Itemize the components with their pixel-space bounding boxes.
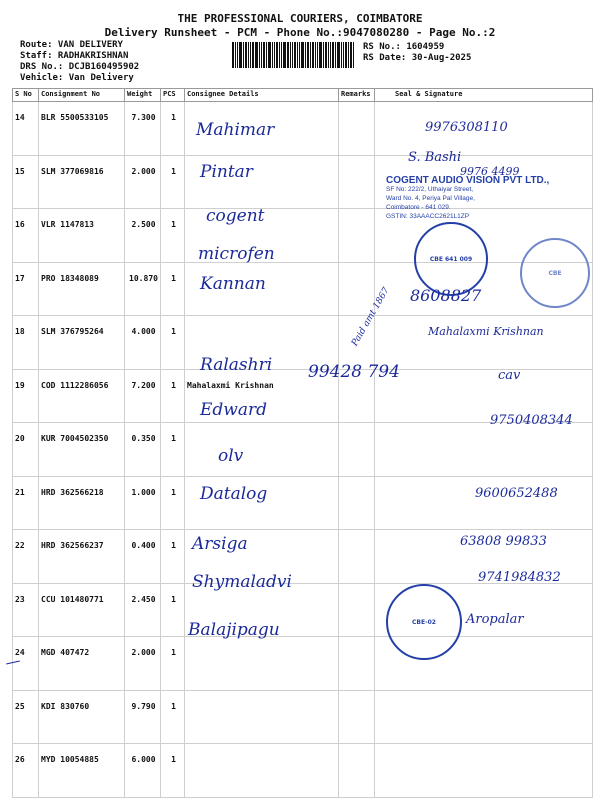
row-pcs: 1 xyxy=(161,262,185,316)
barcode-bar xyxy=(245,42,247,68)
barcode-bar xyxy=(248,42,249,68)
row-signature xyxy=(375,690,593,744)
barcode-bar xyxy=(266,42,267,68)
row-pcs: 1 xyxy=(161,690,185,744)
signature: cav xyxy=(498,368,521,383)
row-remarks xyxy=(339,423,375,477)
stamp-address-line: Ward No. 4, Periya Pal Village, xyxy=(386,195,475,202)
barcode-bar xyxy=(350,42,352,68)
row-sno: 16 xyxy=(13,209,39,263)
row-remarks xyxy=(339,690,375,744)
stamp-company-name: COGENT AUDIO VISION PVT LTD., xyxy=(386,175,550,186)
barcode-bar xyxy=(281,42,282,68)
barcode-bar xyxy=(335,42,336,68)
row-sno: 23 xyxy=(13,583,39,637)
col-pcs: PCS xyxy=(161,89,185,102)
runsheet-subtitle: Delivery Runsheet - PCM - Phone No.:9047080280 - Page No.:2 xyxy=(104,26,496,39)
row-consignment: MYD 10054885 xyxy=(39,744,125,798)
row-remarks xyxy=(339,209,375,263)
barcode-bar xyxy=(276,42,278,68)
handwritten-name: microfen xyxy=(198,244,275,264)
handwritten-name: olv xyxy=(218,446,244,466)
row-weight: 2.500 xyxy=(125,209,161,263)
row-remarks xyxy=(339,155,375,209)
barcode-bar xyxy=(287,42,289,68)
barcode-bar xyxy=(279,42,280,68)
handwritten-name: cogent xyxy=(206,206,265,226)
row-consignment: PRO 18348089 xyxy=(39,262,125,316)
row-weight: 9.790 xyxy=(125,690,161,744)
vehicle: Vehicle: Van Delivery xyxy=(20,73,134,83)
barcode-bar xyxy=(337,42,340,68)
row-consignment: BLR 5500533105 xyxy=(39,102,125,156)
handwritten-name: Pintar xyxy=(200,162,253,182)
handwritten-name: Edward xyxy=(200,400,267,420)
row-consignment: SLM 377069816 xyxy=(39,155,125,209)
table-row xyxy=(13,423,593,477)
row-pcs: 1 xyxy=(161,155,185,209)
table-row xyxy=(13,316,593,370)
row-sno: 19 xyxy=(13,369,39,423)
row-consignee: Mahalaxmi Krishnan xyxy=(185,369,339,423)
barcode-bar xyxy=(268,42,271,68)
signature: 9600652488 xyxy=(475,486,558,501)
signature: Aropalar xyxy=(466,612,524,627)
row-sno: 14 xyxy=(13,102,39,156)
row-consignment: HRD 362566237 xyxy=(39,530,125,584)
col-signature: Seal & Signature xyxy=(375,89,593,102)
table-row xyxy=(13,583,593,637)
staff: Staff: RADHAKRISHNAN xyxy=(20,51,129,61)
row-pcs: 1 xyxy=(161,476,185,530)
row-pcs: 1 xyxy=(161,530,185,584)
row-weight: 0.400 xyxy=(125,530,161,584)
col-weight: Weight xyxy=(125,89,161,102)
row-signature xyxy=(375,476,593,530)
row-sno: 24 xyxy=(13,637,39,691)
barcode-bar xyxy=(243,42,244,68)
row-consignment: COD 1112286056 xyxy=(39,369,125,423)
barcode-bar xyxy=(310,42,311,68)
barcode-bar xyxy=(301,42,304,68)
barcode-bar xyxy=(294,42,296,68)
barcode-bar xyxy=(307,42,309,68)
barcode-bar xyxy=(319,42,322,68)
row-remarks xyxy=(339,476,375,530)
col-sno: S No xyxy=(13,89,39,102)
row-consignee xyxy=(185,744,339,798)
row-sno: 20 xyxy=(13,423,39,477)
row-remarks xyxy=(339,637,375,691)
barcode-bar xyxy=(255,42,258,68)
barcode-bar xyxy=(348,42,349,68)
barcode-bar xyxy=(292,42,293,68)
barcode-bar xyxy=(290,42,291,68)
row-pcs: 1 xyxy=(161,369,185,423)
row-weight: 2.450 xyxy=(125,583,161,637)
signature: Paid amt 1867 xyxy=(350,286,392,348)
barcode-bar xyxy=(250,42,251,68)
rs-number: RS No.: 1604959 xyxy=(363,42,445,52)
barcode-bar xyxy=(235,42,236,68)
row-sno: 22 xyxy=(13,530,39,584)
barcode-bar xyxy=(239,42,242,68)
handwritten-name: Ralashri xyxy=(200,355,273,375)
row-sno: 17 xyxy=(13,262,39,316)
row-consignee xyxy=(185,423,339,477)
barcode-bar xyxy=(345,42,347,68)
row-remarks xyxy=(339,583,375,637)
barcode xyxy=(232,42,358,68)
row-pcs: 1 xyxy=(161,102,185,156)
drs-number: DRS No.: DCJB160495902 xyxy=(20,62,140,72)
barcode-bar xyxy=(252,42,254,68)
barcode-bar xyxy=(261,42,262,68)
row-signature xyxy=(375,316,593,370)
row-consignment: SLM 376795264 xyxy=(39,316,125,370)
table-row xyxy=(13,690,593,744)
signature: Mahalaxmi Krishnan xyxy=(428,325,544,338)
handwritten-name: Kannan xyxy=(200,274,266,294)
row-remarks xyxy=(339,102,375,156)
row-consignee xyxy=(185,637,339,691)
signature: 8608827 xyxy=(410,286,482,305)
barcode-bar xyxy=(325,42,327,68)
barcode-bar xyxy=(283,42,286,68)
row-consignee xyxy=(185,690,339,744)
signature: 99428 794 xyxy=(308,362,400,382)
barcode-bar xyxy=(315,42,316,68)
row-weight: 7.200 xyxy=(125,369,161,423)
signature: S. Bashi xyxy=(408,150,462,165)
barcode-bar xyxy=(259,42,260,68)
handwritten-name: Balajipagu xyxy=(188,620,280,640)
barcode-bar xyxy=(341,42,342,68)
barcode-bar xyxy=(353,42,354,68)
barcode-bar xyxy=(299,42,300,68)
round-seal-stamp: CBE xyxy=(520,238,590,308)
handwritten-name: Datalog xyxy=(200,484,268,504)
barcode-bar xyxy=(312,42,314,68)
row-consignment: CCU 101480771 xyxy=(39,583,125,637)
row-weight: 0.350 xyxy=(125,423,161,477)
row-weight: 7.300 xyxy=(125,102,161,156)
row-pcs: 1 xyxy=(161,637,185,691)
row-sno: 25 xyxy=(13,690,39,744)
row-weight: 6.000 xyxy=(125,744,161,798)
round-seal-stamp: CBE-02 xyxy=(386,584,462,660)
handwritten-name: Mahimar xyxy=(196,120,275,140)
row-consignment: KDI 830760 xyxy=(39,690,125,744)
row-weight: 2.000 xyxy=(125,637,161,691)
row-sno: 15 xyxy=(13,155,39,209)
table-row xyxy=(13,262,593,316)
signature: 9976308110 xyxy=(425,120,508,135)
signature: 63808 99833 xyxy=(460,534,547,549)
row-signature xyxy=(375,744,593,798)
barcode-bar xyxy=(343,42,344,68)
barcode-bar xyxy=(274,42,275,68)
row-remarks xyxy=(339,744,375,798)
row-weight: 2.000 xyxy=(125,155,161,209)
col-remarks: Remarks xyxy=(339,89,375,102)
table-header xyxy=(13,89,593,102)
row-sno: 26 xyxy=(13,744,39,798)
row-sno: 21 xyxy=(13,476,39,530)
stamp-address-line: SF No: 222/2, Uthaiyar Street, xyxy=(386,186,474,193)
handwritten-name: Arsiga xyxy=(192,534,248,554)
row-remarks xyxy=(339,530,375,584)
route: Route: VAN DELIVERY xyxy=(20,40,123,50)
row-signature xyxy=(375,423,593,477)
barcode-bar xyxy=(297,42,298,68)
table-row xyxy=(13,744,593,798)
table-row xyxy=(13,637,593,691)
row-consignment: VLR 1147813 xyxy=(39,209,125,263)
col-consignment: Consignment No xyxy=(39,89,125,102)
barcode-bar xyxy=(263,42,265,68)
table-row xyxy=(13,476,593,530)
barcode-bar xyxy=(237,42,238,68)
row-pcs: 1 xyxy=(161,316,185,370)
barcode-bar xyxy=(317,42,318,68)
barcode-bar xyxy=(330,42,331,68)
row-pcs: 1 xyxy=(161,209,185,263)
barcode-bar xyxy=(323,42,324,68)
row-consignment: MGD 407472 xyxy=(39,637,125,691)
signature: 9750408344 xyxy=(490,413,573,428)
row-weight: 4.000 xyxy=(125,316,161,370)
handwritten-name: Shymaladvi xyxy=(192,572,292,592)
row-weight: 10.870 xyxy=(125,262,161,316)
barcode-bar xyxy=(305,42,306,68)
row-consignment: HRD 362566218 xyxy=(39,476,125,530)
row-pcs: 1 xyxy=(161,744,185,798)
col-consignee: Consignee Details xyxy=(185,89,339,102)
signature: 9976 4499 xyxy=(460,165,520,178)
barcode-bar xyxy=(272,42,273,68)
row-pcs: 1 xyxy=(161,583,185,637)
signature: 9741984832 xyxy=(478,570,561,585)
round-seal-stamp: CBE 641 009 xyxy=(414,222,488,296)
row-pcs: 1 xyxy=(161,423,185,477)
company-title: THE PROFESSIONAL COURIERS, COIMBATORE xyxy=(177,12,423,25)
cogent-company-stamp xyxy=(386,176,582,221)
barcode-bar xyxy=(232,42,234,68)
barcode-bar xyxy=(332,42,334,68)
row-sno: 18 xyxy=(13,316,39,370)
row-weight: 1.000 xyxy=(125,476,161,530)
stamp-address-line: Coimbatore - 641 029. xyxy=(386,204,451,211)
stamp-gstin: GSTIN: 33AAACC2621L1ZP xyxy=(386,213,470,220)
barcode-bar xyxy=(328,42,329,68)
row-consignment: KUR 7004502350 xyxy=(39,423,125,477)
rs-date: RS Date: 30-Aug-2025 xyxy=(363,53,472,63)
